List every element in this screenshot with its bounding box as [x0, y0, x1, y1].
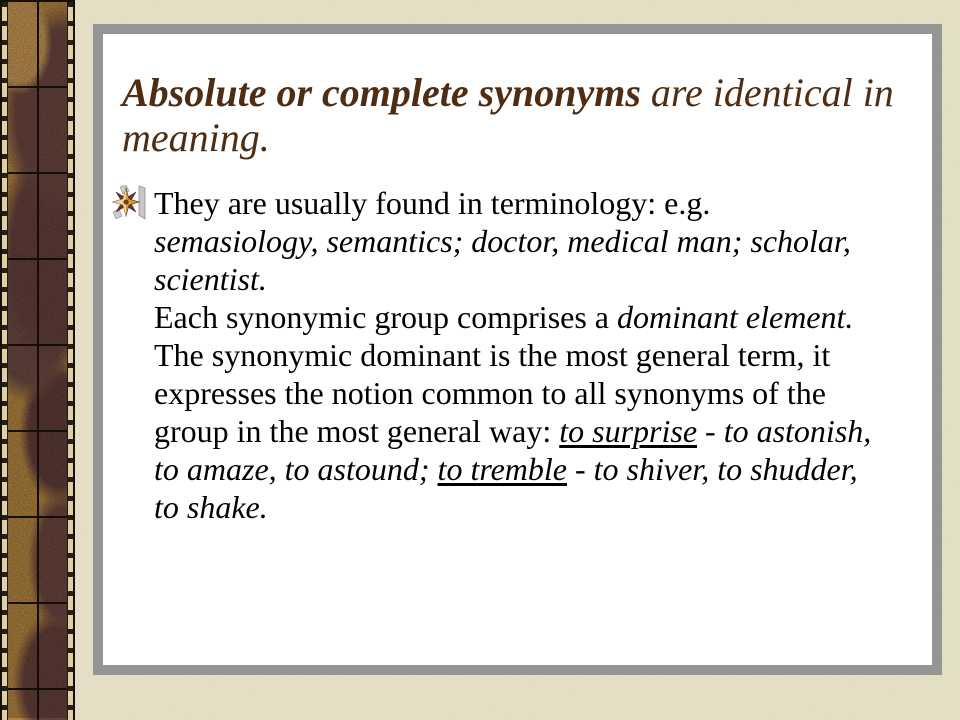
strip-inner-border-left [7, 2, 8, 720]
strip-tick-edge-right [68, 2, 73, 720]
text-run-italic: - to astonish, to amaze, to astound; [154, 413, 880, 487]
text-run-italic: semasiology, semantics; doctor, medical man; scholar, scientist. [154, 223, 859, 297]
text-run-underlined: to tremble [437, 451, 567, 487]
text-run-underlined: to surprise [559, 413, 698, 449]
text-run: Each synonymic group comprises a [154, 299, 617, 335]
strip-tick-edge-left [2, 2, 7, 720]
compass-star-bullet-icon [112, 185, 148, 221]
text-run-italic: dominant element. [617, 299, 854, 335]
title-emphasis: Absolute or complete synonyms [122, 70, 641, 115]
bullet-item [112, 184, 882, 526]
text-run: The synonymic dominant is the most general term, it expresses the notion common to all synonyms of the group in the most general way: [154, 299, 861, 449]
title-rest: are identical in meaning. [122, 70, 894, 160]
content-panel [93, 24, 942, 675]
bullet-text [154, 184, 878, 526]
decorative-left-border [0, 0, 75, 720]
text-run-italic: - to shiver, to shudder, to shake. [154, 451, 866, 525]
strip-grid-vertical-line [37, 2, 39, 720]
slide-title [122, 70, 922, 160]
text-run: They are usually found in terminology: e.g. [154, 185, 719, 221]
